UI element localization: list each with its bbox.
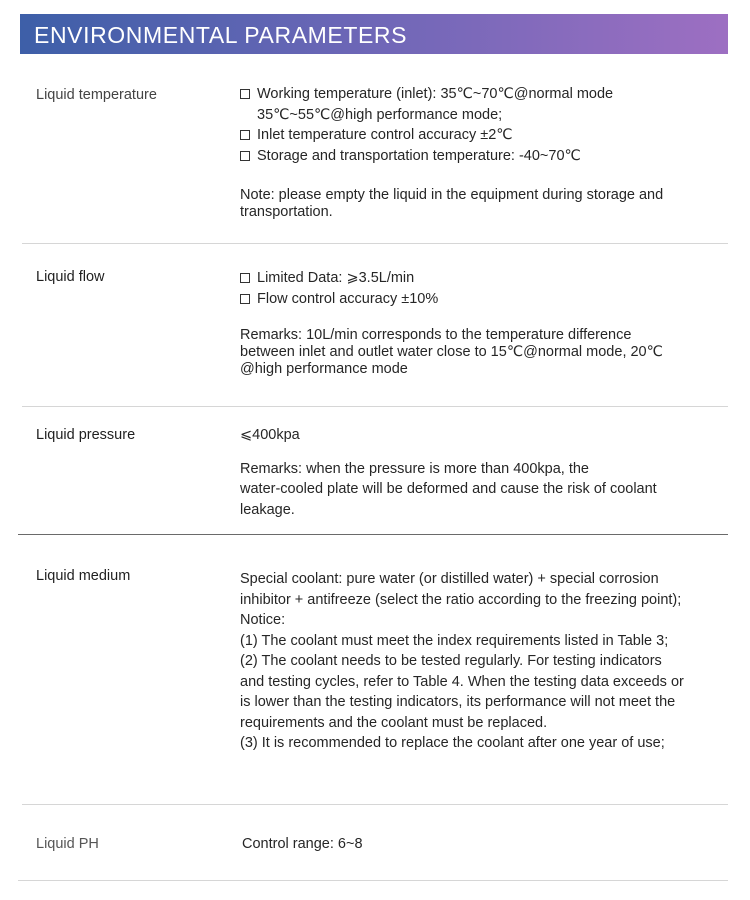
row-label-liquid-ph: Liquid PH xyxy=(36,836,99,852)
section-title: ENVIRONMENTAL PARAMETERS xyxy=(34,22,408,48)
row-content-liquid-pressure xyxy=(240,425,710,520)
list-item: Limited Data: ⩾3.5L/min xyxy=(240,268,710,289)
pressure-value: ⩽400kpa xyxy=(240,427,300,443)
checkbox-square-icon xyxy=(240,273,250,283)
row-label-liquid-temperature: Liquid temperature xyxy=(36,87,157,103)
row-divider xyxy=(18,534,728,535)
row-label-liquid-medium: Liquid medium xyxy=(36,568,131,584)
checkbox-square-icon xyxy=(240,294,250,304)
text-line: (1) The coolant must meet the index requirements listed in Table 3; xyxy=(240,632,669,649)
row-divider xyxy=(22,406,728,407)
row-label-liquid-flow: Liquid flow xyxy=(36,269,105,285)
row-divider xyxy=(18,880,728,881)
remarks-text: Remarks: 10L/min corresponds to the temperature difference between inlet and outlet water close to 15℃@normal mode, 20℃ @high performance mode xyxy=(240,327,663,377)
list-item: Flow control accuracy ±10% xyxy=(240,289,710,310)
checkbox-square-icon xyxy=(240,89,250,99)
text-line: Special coolant: pure water (or distilled water) + special corrosion xyxy=(240,571,659,587)
text-line: (3) It is recommended to replace the coolant after one year of use; xyxy=(240,735,665,751)
row-label-liquid-pressure: Liquid pressure xyxy=(36,427,136,443)
list-item: Inlet temperature control accuracy ±2℃ xyxy=(240,125,710,146)
note-text: Note: please empty the liquid in the equipment during storage and transportation. xyxy=(240,187,664,220)
row-divider xyxy=(22,243,728,244)
list-item: Working temperature (inlet): 35℃~70℃@normal mode xyxy=(240,84,710,105)
row-divider xyxy=(22,804,728,805)
list-item: Storage and transportation temperature: -40~70℃ xyxy=(240,146,710,167)
list-item-continuation: 35℃~55℃@high performance mode; xyxy=(257,106,503,123)
row-content-liquid-flow xyxy=(240,268,710,378)
checkbox-square-icon xyxy=(240,130,250,140)
remarks-text: Remarks: when the pressure is more than 400kpa, the water-cooled plate will be deformed and cause the risk of coolant leakage. xyxy=(240,460,657,518)
text-line: is lower than the testing indicators, its performance will not meet the xyxy=(240,694,676,710)
text-line: inhibitor + antifreeze (select the ratio according to the freezing point); xyxy=(240,591,682,608)
ph-value: Control range: 6~8 xyxy=(242,836,363,852)
text-line: requirements and the coolant must be replaced. xyxy=(240,714,548,731)
section-header-banner xyxy=(20,14,728,54)
checkbox-square-icon xyxy=(240,151,250,161)
text-line: (2) The coolant needs to be tested regularly. For testing indicators xyxy=(240,653,662,669)
text-line: and testing cycles, refer to Table 4. When the testing data exceeds or xyxy=(240,673,684,690)
text-line: Notice: xyxy=(240,612,286,628)
row-content-liquid-medium xyxy=(240,569,710,754)
row-content-liquid-temperature xyxy=(240,84,710,221)
